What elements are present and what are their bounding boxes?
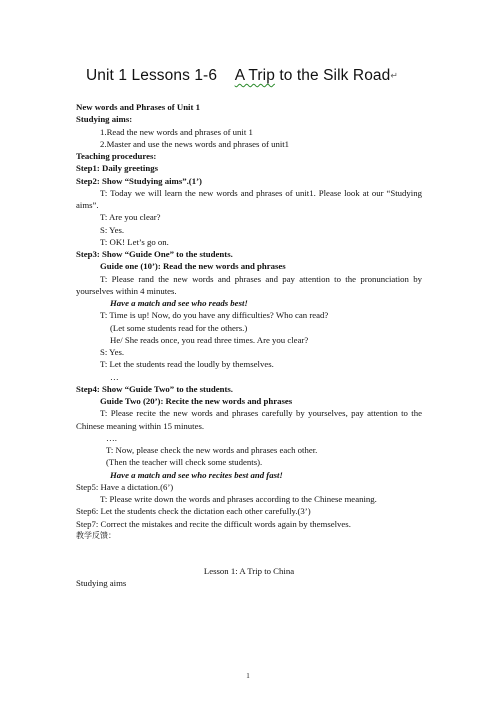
dialogue-line: S: Yes. bbox=[100, 224, 125, 235]
spacer bbox=[76, 542, 422, 565]
note-line: (Let some students read for the others.) bbox=[110, 322, 248, 333]
title-topic: A Trip bbox=[234, 67, 275, 84]
ellipsis-line: … bbox=[110, 371, 119, 382]
teaching-procedures-label: Teaching procedures: bbox=[76, 151, 157, 161]
dialogue-line: T: Please rand the new words and phrases and pay attention to the pronunciation by yourselves within 4 minutes. bbox=[76, 273, 422, 296]
dialogue-line: T: Now, please check the new words and phrases each other. bbox=[106, 445, 318, 455]
lesson-aims-label: Studying aims bbox=[76, 578, 127, 589]
dialogue-line: T: Today we will learn the new words and phrases of unit1. Please look at our “Studying aims”. bbox=[76, 187, 422, 210]
dialogue-line: T: OK! Let’s go on. bbox=[100, 236, 169, 247]
aim-item: 1.Read the new words and phrases of unit 1 bbox=[100, 126, 253, 137]
document-body bbox=[76, 101, 422, 590]
match-line: Have a match and see who recites best and fast! bbox=[110, 469, 283, 480]
guide-heading: Guide Two (20’): Recite the new words and phrases bbox=[100, 396, 293, 406]
ellipsis-line: …. bbox=[106, 432, 117, 443]
note-line: (Then the teacher will check some students). bbox=[106, 457, 263, 468]
lesson-title: Lesson 1: A Trip to China bbox=[203, 566, 295, 576]
dialogue-line: T: Time is up! Now, do you have any difficulties? Who can read? bbox=[100, 310, 329, 321]
dialogue-line: T: Are you clear? bbox=[100, 212, 161, 223]
dialogue-line: T: Please write down the words and phrases according to the Chinese meaning. bbox=[100, 494, 377, 504]
match-line: Have a match and see who reads best! bbox=[110, 298, 248, 308]
step-line: Step5: Have a dictation.(6’) bbox=[76, 481, 174, 492]
dialogue-line: T: Let the students read the loudly by themselves. bbox=[100, 359, 274, 370]
section-heading: New words and Phrases of Unit 1 bbox=[76, 102, 200, 112]
aim-item: 2.Master and use the news words and phrases of unit1 bbox=[100, 138, 290, 149]
step-heading: Step2: Show “Studying aims”.(1’) bbox=[76, 175, 202, 186]
paragraph-mark-icon: ↵ bbox=[390, 70, 399, 81]
title-suffix: to the Silk Road bbox=[274, 67, 391, 84]
step-line: Step6: Let the students check the dictation each other carefully.(3’) bbox=[76, 506, 311, 517]
step-heading: Step3: Show “Guide One” to the students. bbox=[76, 249, 233, 259]
dialogue-line: T: Please recite the new words and phrases carefully by yourselves, pay attention to the Chinese meaning within 15 minutes. bbox=[76, 408, 422, 431]
title-prefix: Unit 1 Lessons 1-6 bbox=[86, 67, 218, 84]
step-line: Step7: Correct the mistakes and recite the difficult words again by themselves. bbox=[76, 518, 351, 529]
note-line: He/ She reads once, you read three times. Are you clear? bbox=[110, 334, 309, 345]
step-heading: Step4: Show “Guide Two” to the students. bbox=[76, 383, 233, 394]
document-title bbox=[86, 67, 398, 85]
guide-heading: Guide one (10’): Read the new words and phrases bbox=[100, 261, 286, 272]
studying-aims-label: Studying aims: bbox=[76, 114, 133, 125]
page-number: 1 bbox=[246, 672, 250, 680]
dialogue-line: S: Yes. bbox=[100, 347, 125, 357]
step-heading: Step1: Daily greetings bbox=[76, 163, 158, 174]
teaching-feedback-label: 教学反馈： bbox=[76, 530, 116, 540]
